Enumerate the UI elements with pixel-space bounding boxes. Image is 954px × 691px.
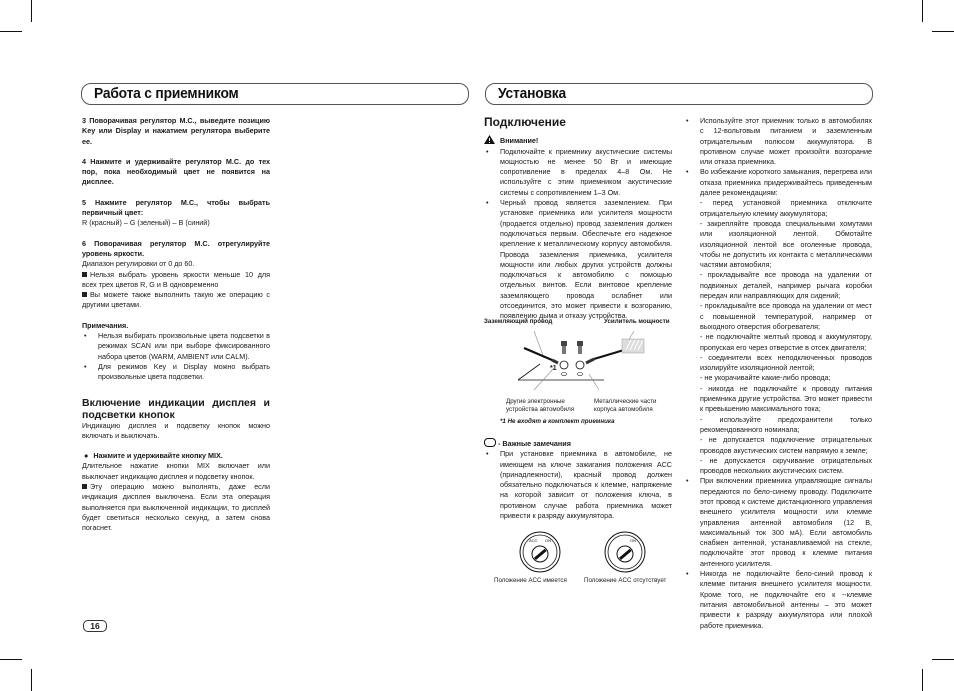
install-dash-item (684, 435, 872, 456)
note-text: Нельзя выбирать произвольные цвета подсветки в режимах SCAN или при выборе фиксированного набора цветов (WARM, AMBIENT или CALM). (98, 331, 270, 361)
left-column (82, 116, 270, 534)
important-heading: - Важные замечания (484, 438, 672, 449)
install-item-text: Никогда не подключайте бело-синий провод к клемме питания внешнего усилителя мощности. Кроме того, не подключайте его к --клемме питания автомобильной антенны – это может привести к разряду аккумулятора или плохой работе приемника. (700, 569, 872, 630)
square-note (82, 482, 270, 533)
install-item-text: - не укорачивайте какие-либо провода; (700, 373, 831, 383)
step-5: 5 Нажмите регулятор M.C., чтобы выбрать первичный цвет: (82, 197, 270, 218)
bullet-icon: • (686, 569, 689, 579)
notes-title: Примечания. (82, 320, 129, 330)
label-ground-wire: Заземляющий провод (484, 318, 553, 325)
install-item-text: - не допускается скручивание отрицательных проводов нескольких акустических систем. (700, 455, 872, 476)
install-item-text: Во избежание короткого замыкания, перегрева или отказа приемника придерживайтесь приведенным далее рекомендациям: (700, 167, 872, 198)
section-title-connection: Подключение (484, 115, 566, 129)
section-step-text: Нажмите и удерживайте кнопку MIX. (93, 451, 223, 461)
right-column-2 (684, 116, 872, 631)
install-dash-item (684, 301, 872, 332)
grounding-diagram (484, 318, 674, 428)
install-dash-item (684, 219, 872, 270)
label-metal-parts: Металлические части корпуса автомобиля (594, 398, 657, 413)
install-dash-item (684, 198, 872, 219)
bullet-icon: • (84, 361, 87, 371)
label-acc-present: Положение ACC имеется (494, 577, 567, 584)
important-title: Важные замечания (502, 439, 571, 448)
install-dash-item (684, 373, 872, 383)
label-other-devices: Другие электронные устройства автомобиля (506, 398, 575, 413)
important-item (484, 449, 672, 521)
install-item-text: - перед установкой приемника отключите отрицательную клемму аккумулятора; (700, 198, 872, 218)
crop-mark (0, 31, 22, 32)
grounding-illustration (484, 328, 674, 398)
ignition-acc-absent-icon (603, 530, 647, 574)
note-item (82, 362, 270, 383)
crop-mark (31, 0, 32, 22)
bullet-icon: • (84, 331, 87, 341)
square-note (82, 270, 270, 291)
label-amplifier: Усилитель мощности (604, 318, 670, 325)
square-note-text: Эту операцию можно выполнять, даже если индикация дисплея выключена. Если эта операция выполняется при выключенной индикации, то дисплей будет светиться несколько секунд, а затем снова погаснет. (82, 482, 270, 533)
install-dash-item (684, 332, 872, 353)
section-intro: Индикацию дисплея и подсветку кнопок можно включать и выключать. (82, 420, 270, 440)
crop-mark (922, 0, 923, 22)
install-dash-item (684, 270, 872, 301)
marker-note: *1 (550, 365, 557, 372)
bullet-icon: • (486, 146, 489, 156)
warning-heading (484, 135, 672, 146)
ignition-acc-present-icon (518, 530, 562, 574)
step-5-detail: R (красный) – G (зеленый) – B (синий) (82, 218, 210, 228)
step-4: 4 Нажмите и удерживайте регулятор M.C. до тех пор, пока необходимый цвет не появится на дисплее. (82, 156, 270, 187)
svg-text:ON: ON (630, 538, 636, 543)
warning-text: Черный провод является заземлением. При установке приемника или усилителя мощности (продается отдельно) провод заземления должен подключаться первым. Обеспечьте его надежное крепление к металлическому корпусу автомобиля. Провода заземления приемника, усилителя мощности или любых других устройств должны подключаться к автомобилю с помощью отдельных винтов. Если винтовое крепление заземляющего провода ослабнет или отсоединится, это может привести к возгоранию, появлению дыма и отказу устройства. (500, 198, 672, 321)
install-item-text: - закрепляйте провода специальными хомутами или изоляционной лентой. Обмотайте изоляционной лентой все оголенные провода, чтобы не допустить их контакта с металлическими частями автомобиля; (700, 218, 872, 270)
svg-text:ON: ON (545, 538, 551, 543)
section-step (82, 451, 270, 461)
crop-mark (922, 669, 923, 691)
install-item-text: - используйте предохранители только рекомендованного номинала; (700, 414, 872, 434)
bullet-icon: • (486, 449, 489, 459)
bullet-icon: • (686, 167, 689, 177)
warning-icon (484, 136, 497, 145)
range-text: Диапазон регулировки от 0 до 60. (82, 259, 195, 269)
step-6: 6 Поворачивая регулятор M.C. отрегулируйте уровень яркости. (82, 238, 270, 258)
crop-mark (31, 669, 32, 691)
bullet-icon: • (686, 116, 689, 125)
left-page-title: Работа с приемником (94, 85, 239, 102)
install-bullet-item (684, 167, 872, 198)
install-bullet-item (684, 476, 872, 569)
svg-text:ACC: ACC (529, 538, 538, 543)
install-dash-item (684, 456, 872, 477)
install-dash-item (684, 353, 872, 374)
warning-item (484, 198, 672, 322)
install-dash-item (684, 384, 872, 415)
dot-icon: ● (84, 451, 89, 461)
note-item (82, 331, 270, 362)
warning-title: Внимание! (500, 136, 539, 146)
install-item-text: - никогда не подключайте к проводу питания приемника другие устройства. Это может привести к превышению максимального тока; (700, 383, 872, 414)
warning-item (484, 147, 672, 198)
install-item-text: - соединители всех неподключенных проводов изолируйте изоляционной лентой; (700, 352, 872, 373)
bullet-icon: • (686, 476, 689, 486)
install-item-text: При включении приемника управляющие сигналы передаются по бело-синему проводу. Подключите этот провод к системе дистанционного управления внешнего усилителя мощности или клемме управления антенной автомобиля (12 В, максимальный ток 300 мА). Если автомобиль снабжен антенной, устанавливаемой на стекле, подключайте этот провод к клемме питания антенного усилителя. (700, 476, 872, 568)
important-text: При установке приемника в автомобиле, не имеющем на ключе зажигания положения ACC (принадлежности), красный провод должен обязательно подключаться к клемме, напряжение на которой зависит от положения ключа, в противном случае работа приемника может привести к разряду аккумулятора. (500, 449, 672, 521)
section-body: Длительное нажатие кнопки MIX включает или выключает индикацию дисплея и подсветку кнопок. (82, 461, 270, 481)
left-page-header (81, 83, 469, 105)
step-3: 3 Поворачивая регулятор M.C., выведите позицию Key или Display и нажатием регулятора выберите ее. (82, 116, 270, 146)
square-note (82, 290, 270, 311)
bullet-icon: • (486, 198, 489, 208)
important-notes (484, 438, 672, 521)
warning-text: Подключайте к приемнику акустические системы мощностью не менее 50 Вт и имеющие сопротивление в пределах 4–8 Ом. Не используйте с этим приемником акустические системы с сопротивлением 1–3 Ом. (500, 146, 672, 197)
square-note-text: Нельзя выбрать уровень яркости меньше 10 для всех трех цветов R, G и B одновременно (82, 269, 270, 289)
install-dash-item (684, 415, 872, 436)
page-number: 16 (83, 620, 107, 632)
install-item-text: Используйте этот приемник только в автомобилях с 12-вольтовым питанием и заземленным отрицательным полюсом аккумулятора. В противном случае может произойти возгорание или отказа приемника. (700, 116, 872, 167)
ignition-illustrations (484, 530, 674, 590)
right-page-title: Установка (498, 85, 567, 102)
crop-mark (932, 659, 954, 660)
hand-pointer-icon (484, 438, 496, 447)
install-bullet-item (684, 569, 872, 631)
install-item-text: - прокладывайте все провода на удалении от подвижных деталей, например рычага коробки передач или направляющих для сидений; (700, 270, 872, 301)
right-page-header (485, 83, 873, 105)
crop-mark (0, 659, 22, 660)
install-bullet-item (684, 116, 872, 167)
crop-mark (932, 31, 954, 32)
right-column-1 (484, 116, 672, 322)
install-item-text: - прокладывайте все провода на удалении от мест с повышенной температурой, например от выходного отверстия обогревателя; (700, 301, 872, 331)
section-title-display: Включение индикации дисплея и подсветки кнопок (82, 396, 270, 421)
install-item-text: - не подключайте желтый провод к аккумулятору, пропуская его через отверстие в отсек двигателя; (700, 332, 872, 352)
install-item-text: - не допускается подключение отрицательных проводов акустических систем напрямую к земле; (700, 435, 872, 455)
square-note-text: Вы можете также выполнить такую же операцию с другими цветами. (82, 290, 270, 310)
footnote: *1 Не входят в комплект приемника (500, 418, 615, 425)
note-text: Для режимов Key и Display можно выбрать произвольные цвета подсветки. (98, 361, 270, 382)
label-acc-absent: Положение ACC отсутствует (584, 577, 667, 584)
